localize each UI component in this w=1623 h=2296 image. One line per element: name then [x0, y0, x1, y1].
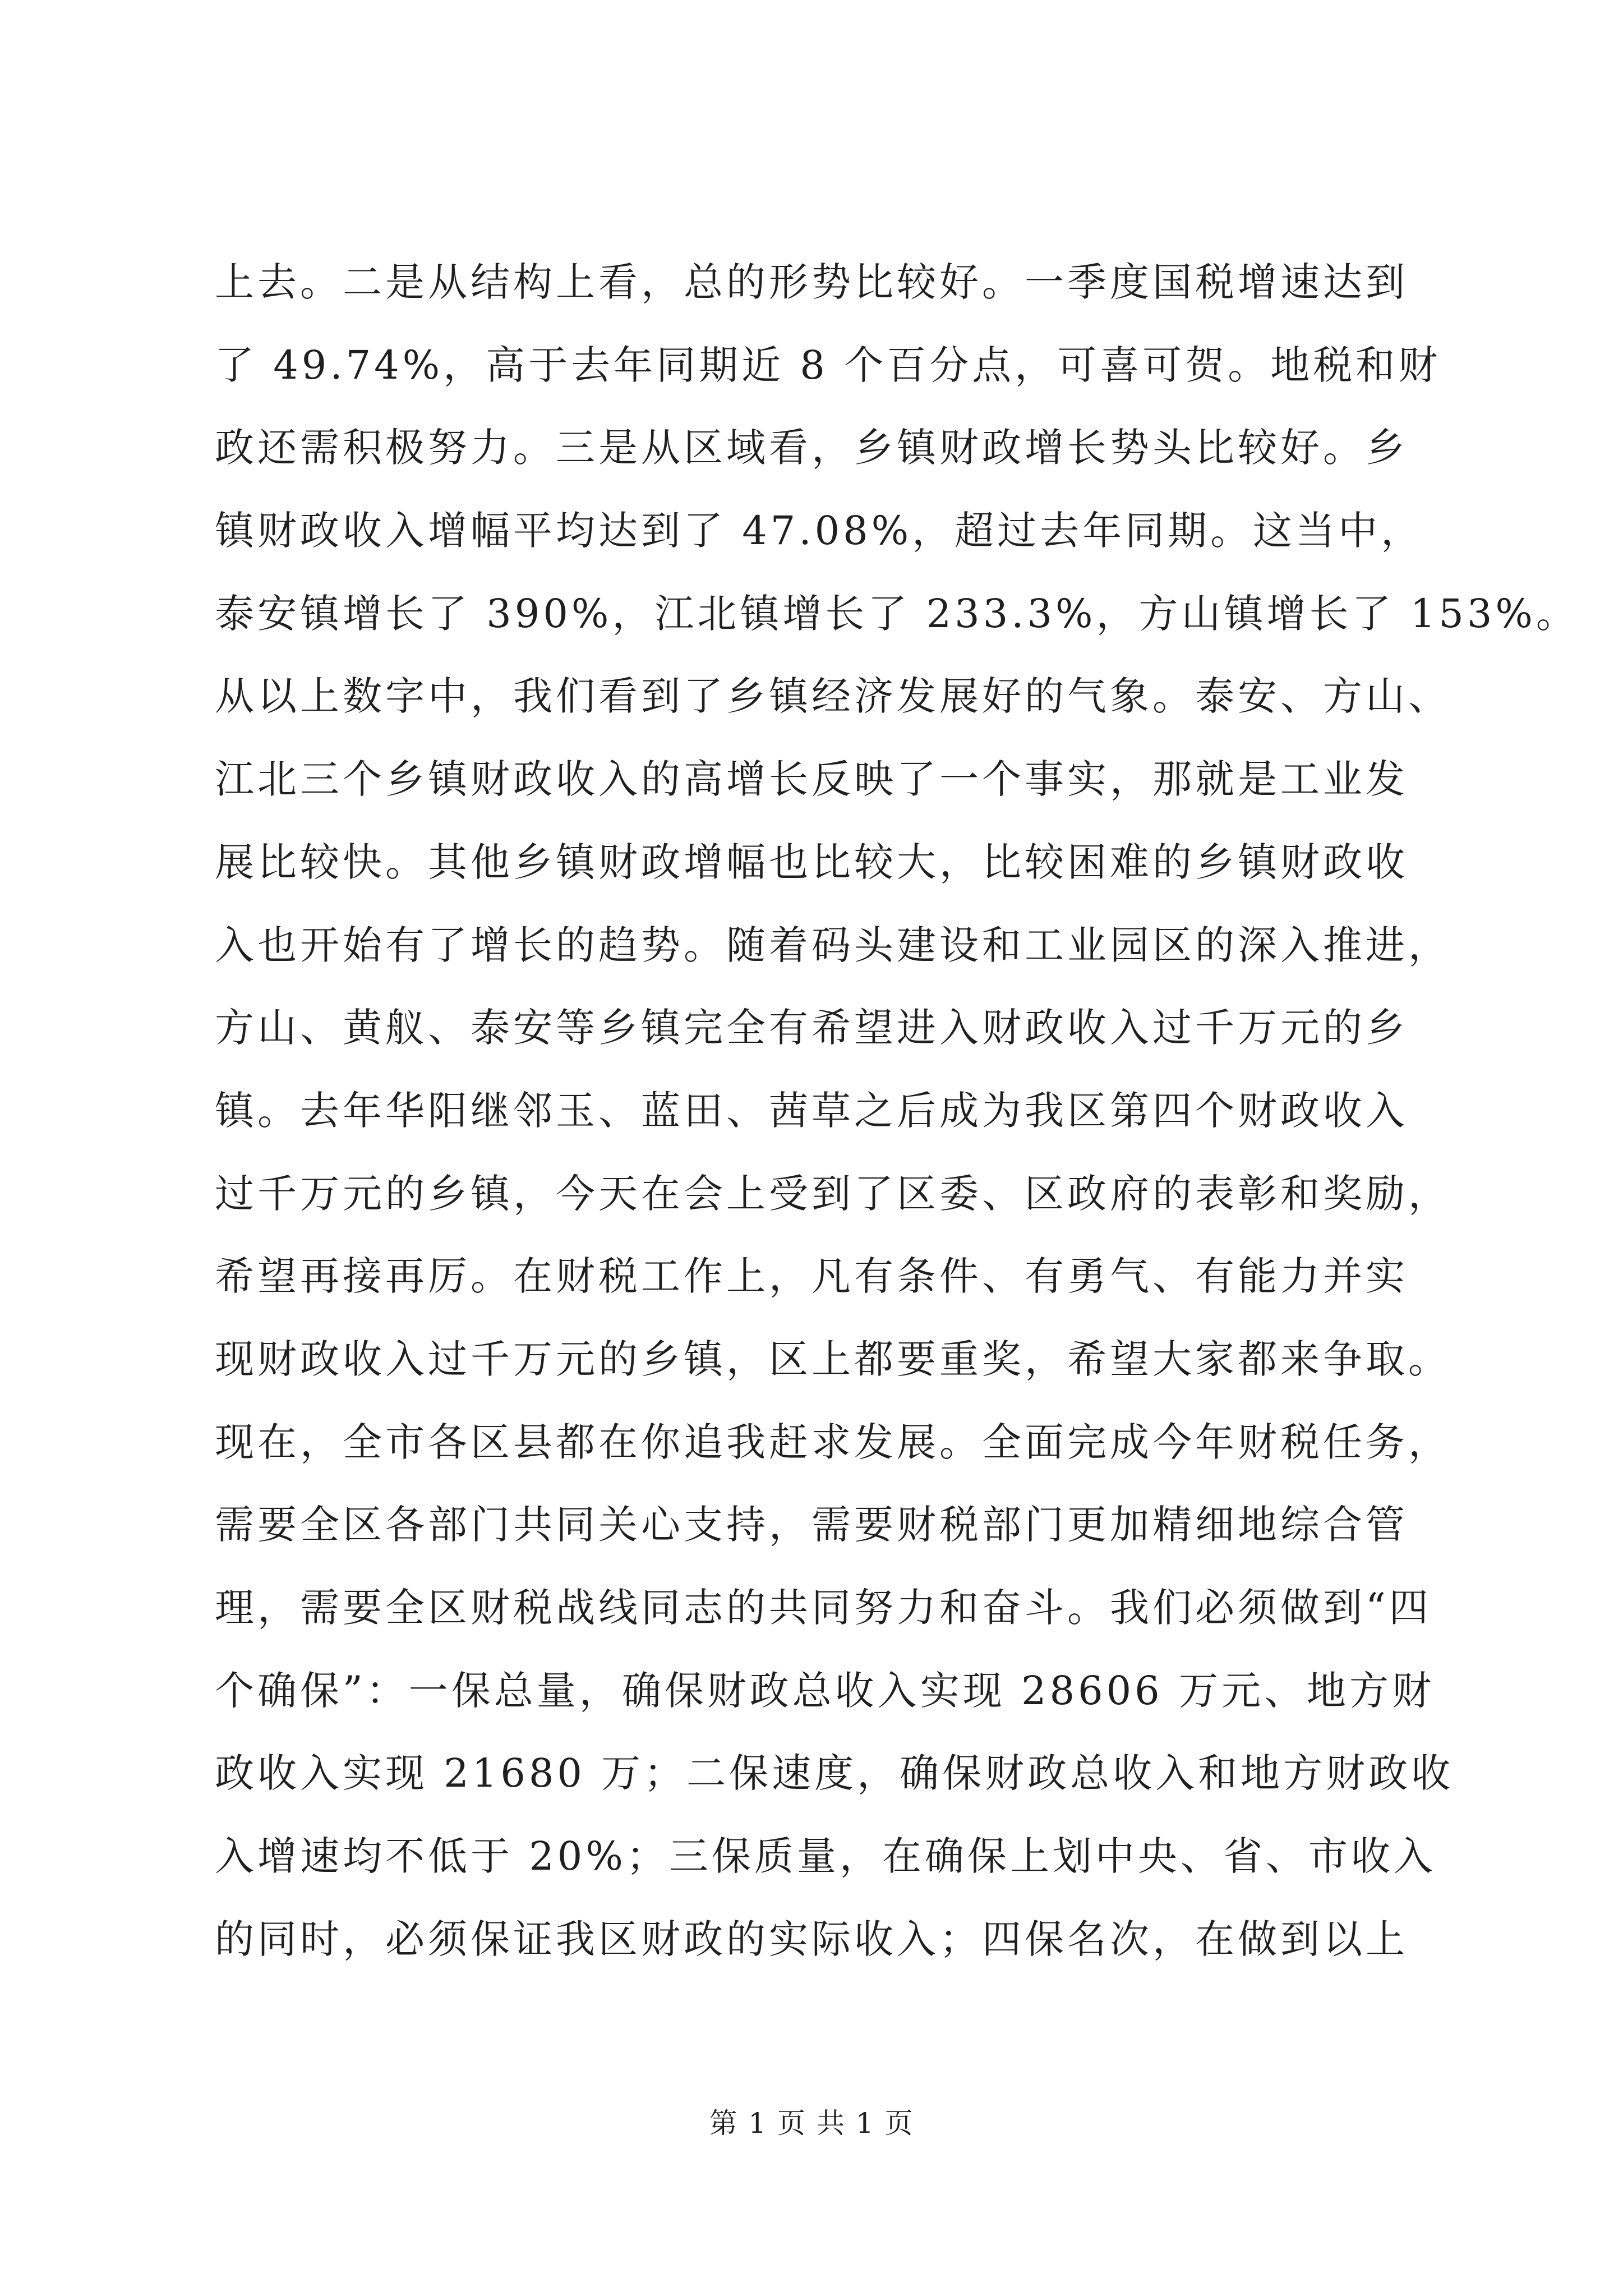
- text-line: 了 49.74%，高于去年同期近 8 个百分点，可喜可贺。地税和财: [215, 342, 1441, 388]
- text-line: 江北三个乡镇财政收入的高增长反映了一个事实，那就是工业发: [215, 756, 1408, 803]
- text-line: 镇财政收入增幅平均达到了 47.08%，超过去年同期。这当中，: [215, 508, 1424, 554]
- page-number: 第 1 页 共 1 页: [709, 2107, 914, 2139]
- text-line: 展比较快。其他乡镇财政增幅也比较大，比较困难的乡镇财政收: [215, 839, 1408, 885]
- text-line: 政还需积极努力。三是从区域看，乡镇财政增长势头比较好。乡: [215, 425, 1408, 471]
- text-line: 理，需要全区财税战线同志的共同努力和奋斗。我们必须做到“四: [215, 1585, 1432, 1631]
- text-line: 需要全区各部门共同关心支持，需要财税部门更加精细地综合管: [215, 1502, 1408, 1548]
- page-footer: [0, 2101, 1623, 2141]
- text-line: 方山、黄舣、泰安等乡镇完全有希望进入财政收入过千万元的乡: [215, 1005, 1408, 1051]
- text-line: 入也开始有了增长的趋势。随着码头建设和工业园区的深入推进，: [215, 922, 1451, 968]
- text-line: 现在，全市各区县都在你追我赶求发展。全面完成今年财税任务，: [215, 1419, 1451, 1465]
- text-line: 个确保”：一保总量，确保财政总收入实现 28606 万元、地方财: [215, 1667, 1435, 1714]
- text-line: 镇。去年华阳继邻玉、蓝田、茜草之后成为我区第四个财政收入: [215, 1087, 1408, 1134]
- text-line: 政收入实现 21680 万；二保速度，确保财政总收入和地方财政收: [215, 1750, 1454, 1797]
- body-text: [215, 241, 1579, 1981]
- text-line: 现财政收入过千万元的乡镇，区上都要重奖，希望大家都来争取。: [215, 1336, 1451, 1382]
- text-line: 的同时，必须保证我区财政的实际收入；四保名次，在做到以上: [215, 1916, 1408, 1962]
- text-line: 上去。二是从结构上看，总的形势比较好。一季度国税增速达到: [215, 259, 1408, 305]
- text-line: 入增速均不低于 20%；三保质量，在确保上划中央、省、市收入: [215, 1833, 1436, 1880]
- text-line: 从以上数字中，我们看到了乡镇经济发展好的气象。泰安、方山、: [215, 673, 1451, 720]
- text-line: 泰安镇增长了 390%，江北镇增长了 233.3%，方山镇增长了 153%。: [215, 590, 1579, 637]
- text-line: 过千万元的乡镇，今天在会上受到了区委、区政府的表彰和奖励，: [215, 1170, 1451, 1217]
- text-line: 希望再接再厉。在财税工作上，凡有条件、有勇气、有能力并实: [215, 1253, 1408, 1300]
